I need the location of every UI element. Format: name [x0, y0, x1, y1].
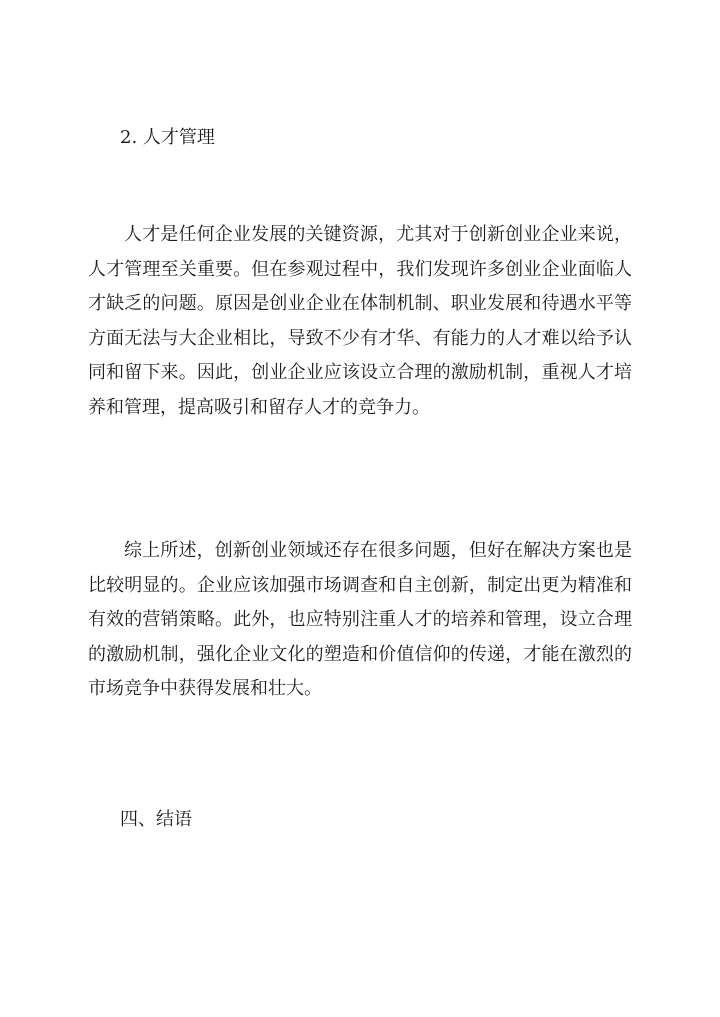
- section-heading-conclusion: 四、结语: [120, 809, 192, 830]
- paragraph-talent-management: 人才是任何企业发展的关键资源，尤其对于创新创业企业来说，人才管理至关重要。但在参观过程中，我们发现许多创业企业面临人才缺乏的问题。原因是创业企业在体制机制、职业发展和待遇水平等方面无法与大企业相比，导致不少有才华、有能力的人才难以给予认同和留下来。因此，创业企业应该设立合理的激励机制，重视人才培养和管理，提高吸引和留存人才的竞争力。: [88, 224, 632, 418]
- section-heading-talent-management: 2. 人才管理: [120, 127, 215, 148]
- paragraph-summary: 综上所述，创新创业领域还存在很多问题，但好在解决方案也是比较明显的。企业应该加强市场调查和自主创新，制定出更为精准和有效的营销策略。此外，也应特别注重人才的培养和管理，设立合理的激励机制，强化企业文化的塑造和价值信仰的传递，才能在激烈的市场竞争中获得发展和壮大。: [88, 540, 632, 699]
